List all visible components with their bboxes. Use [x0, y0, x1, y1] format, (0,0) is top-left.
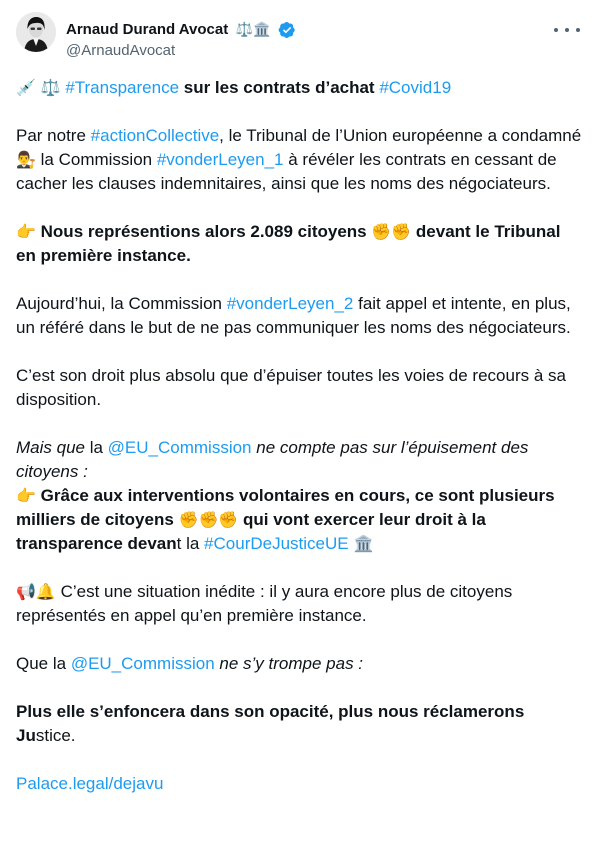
text: la: [84, 438, 108, 457]
text: la Commission: [35, 150, 157, 169]
external-link[interactable]: Palace.legal/dejavu: [16, 774, 164, 793]
author-name-emoji: ⚖️🏛️: [235, 22, 271, 38]
verified-badge-icon[interactable]: [278, 21, 296, 39]
paragraph-4: [16, 292, 582, 340]
hashtag-covid19[interactable]: #Covid19: [379, 78, 452, 97]
paragraph-6: [16, 436, 582, 556]
tweet-header: [16, 12, 584, 60]
raised-fist-emoji: ✊✊✊: [178, 510, 239, 529]
pointing-hand-emoji: 👉: [16, 222, 36, 241]
paragraph-8: [16, 652, 582, 676]
text: Aujourd’hui, la Commission: [16, 294, 227, 313]
text: fait appel et intente, en plus, un référé dans le but de ne pas communiquer les noms des négociateurs.: [16, 294, 571, 337]
hashtag-courdejusticeue[interactable]: #CourDeJusticeUE: [204, 534, 349, 553]
text: stice.: [35, 726, 76, 745]
text-italic: ne s’y trompe pas :: [214, 654, 364, 673]
raised-fist-emoji: ✊✊: [371, 222, 412, 241]
mention-eu-commission[interactable]: @EU_Commission: [107, 438, 252, 457]
author-display-name[interactable]: Arnaud Durand Avocat: [66, 21, 229, 38]
text-bold: sur les contrats d’achat: [179, 78, 380, 97]
dot-icon: [565, 28, 569, 32]
scales-emoji: ⚖️: [40, 78, 61, 97]
text-bold: Nous représentions alors 2.089 citoyens: [35, 222, 372, 241]
paragraph-9: [16, 700, 582, 748]
text: C’est une situation inédite : il y aura encore plus de citoyens représentés en appel qu’en première instance.: [16, 582, 513, 625]
author-names: [66, 21, 296, 61]
text: Que la: [16, 654, 71, 673]
paragraph-5: [16, 364, 582, 412]
text: à révéler les contrats en cessant de cacher les clauses indemnitaires, ainsi que les noms des négociateurs.: [16, 150, 557, 193]
text-italic: Mais que: [16, 438, 85, 457]
mention-eu-commission[interactable]: @EU_Commission: [70, 654, 215, 673]
tweet-body: [16, 76, 582, 820]
megaphone-bell-emoji: 📢🔔: [16, 582, 56, 601]
syringe-emoji: 💉: [16, 78, 36, 97]
hashtag-actioncollective[interactable]: #actionCollective: [90, 126, 220, 145]
avatar[interactable]: [16, 12, 56, 52]
hashtag-vonderleyen-2[interactable]: #vonderLeyen_2: [226, 294, 354, 313]
hashtag-vonderleyen-1[interactable]: #vonderLeyen_1: [156, 150, 284, 169]
paragraph-10: [16, 772, 582, 796]
text-italic: ne compte pas sur l’épuisement des citoyens :: [16, 438, 529, 481]
avatar-portrait-icon: [16, 12, 56, 52]
text: C’est son droit plus absolu que d’épuiser toutes les voies de recours à sa disposition.: [16, 366, 566, 409]
paragraph-3: [16, 220, 582, 268]
judge-emoji: 👨‍⚖️: [16, 150, 36, 169]
paragraph-1: [16, 76, 582, 100]
text-bold: qui vont exercer leur droit à la transparence devan: [16, 510, 486, 553]
text: , le Tribunal de l’Union européenne a condamné: [219, 126, 582, 145]
text: t la: [176, 534, 205, 553]
author-handle[interactable]: @ArnaudAvocat: [66, 42, 176, 60]
paragraph-7: [16, 580, 582, 628]
pointing-hand-emoji: 👉: [16, 486, 36, 505]
classical-building-emoji: 🏛️: [348, 534, 374, 553]
text-bold: devant le Tribunal en première instance.: [16, 222, 561, 265]
dot-icon: [576, 28, 580, 32]
hashtag-transparence[interactable]: #Transparence: [65, 78, 180, 97]
text: Par notre: [16, 126, 91, 145]
text-bold: Grâce aux interventions volontaires en cours, ce sont plusieurs milliers de citoyens: [16, 486, 555, 529]
paragraph-2: [16, 124, 582, 196]
text-bold: Plus elle s’enfoncera dans son opacité, plus nous réclamerons Ju: [16, 702, 525, 745]
more-options-icon[interactable]: [554, 20, 580, 40]
dot-icon: [554, 28, 558, 32]
